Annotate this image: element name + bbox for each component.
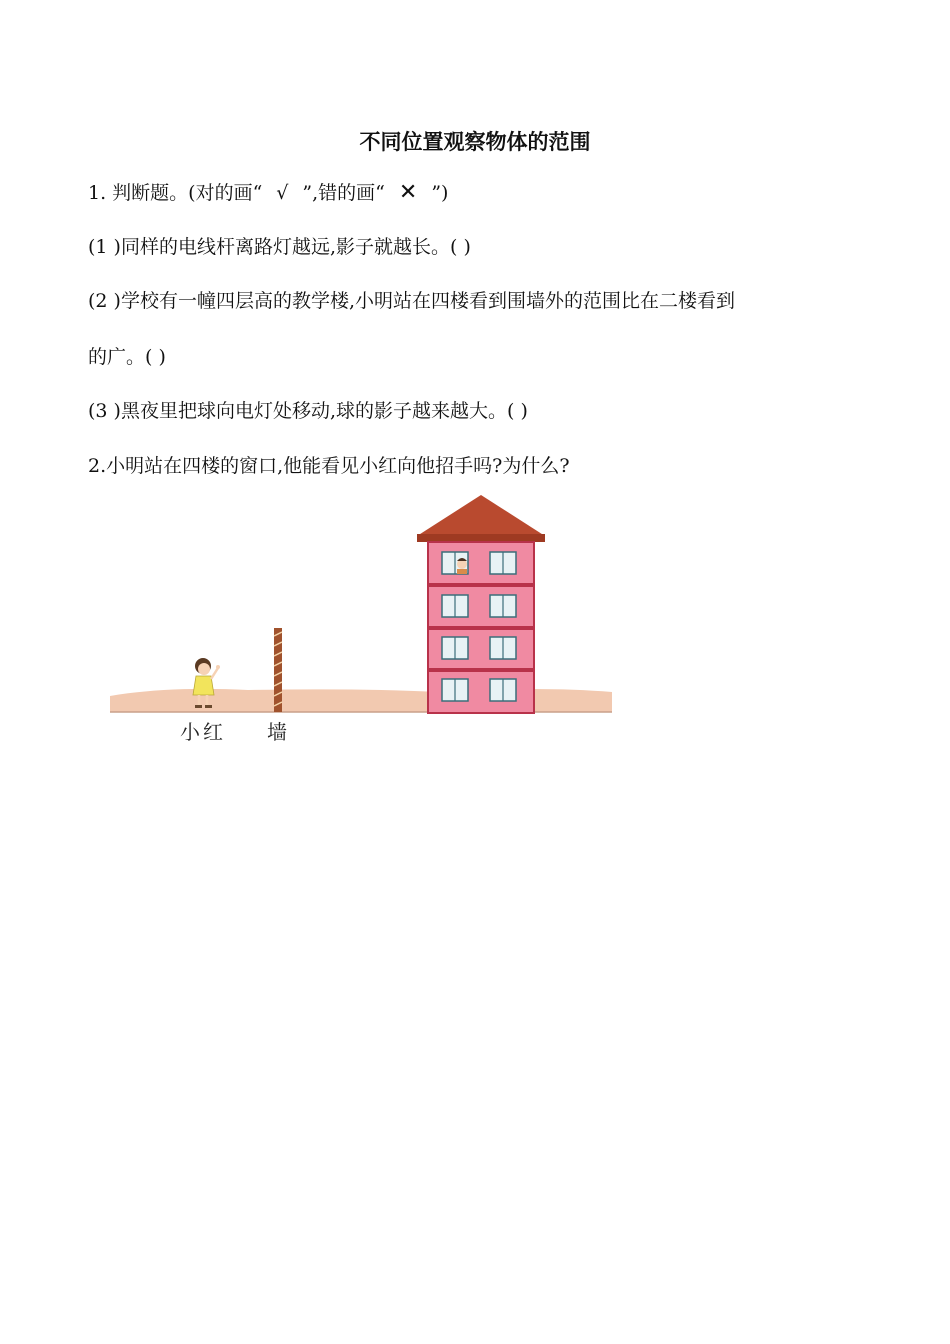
check-mark-icon: √ [276, 182, 289, 204]
question-1-prefix: 1. 判断题。(对的画“ [88, 182, 263, 204]
cross-mark-icon: ✕ [398, 180, 418, 205]
statement-2: (2 )学校有一幢四层高的教学楼,小明站在四楼看到围墙外的范围比在二楼看到 [88, 290, 735, 312]
boy-in-window [457, 558, 467, 574]
question-2: 2.小明站在四楼的窗口,他能看见小红向他招手吗?为什么? [88, 455, 570, 477]
statement-1: (1 )同样的电线杆离路灯越远,影子就越长。( ) [88, 236, 471, 258]
statement-2-continued: 的广。( ) [88, 346, 166, 368]
question-1-middle: ”,错的画“ [302, 182, 385, 204]
wall-post [274, 628, 282, 712]
building-roof [417, 495, 545, 536]
page-title: 不同位置观察物体的范围 [359, 130, 591, 154]
ground [110, 689, 612, 712]
question-1 [88, 178, 448, 205]
building [417, 495, 545, 713]
statement-3: (3 )黑夜里把球向电灯处移动,球的影子越来越大。( ) [88, 400, 528, 422]
figure-scene [108, 490, 618, 760]
girl-label: 小红 [180, 720, 226, 744]
wall-label: 墙 [267, 720, 290, 744]
question-1-suffix: ”) [431, 182, 449, 204]
